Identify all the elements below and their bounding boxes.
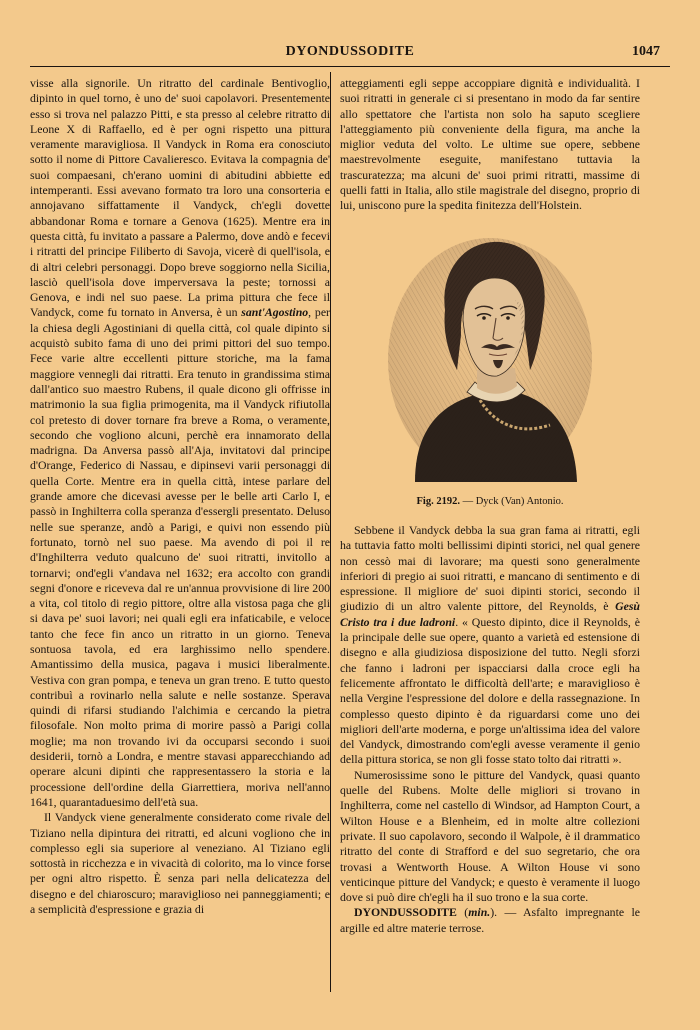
header-rule (30, 66, 670, 67)
left-paragraph-2: Il Vandyck viene generalmente considerato come rivale del Tiziano nella dipintura dei ritratti, ed alcuni vogliono che in complesso egli sia superiore al veneziano. Al Tiziano egli sottostà in ricchezza e in vivacità di colorito, ma lo vince forse per ogni altro rispetto. È senza pari nella delicatezza del disegno e del chiaroscuro; maraviglioso nei panneggiamenti; e a semplicità d'espressione e grazia di (30, 810, 330, 917)
right-text-2b: . « Questo dipinto, dice il Reynolds, è la principale delle sue opere, quanto a varietà ed estensione di disegno e alla giudiziosa disposizione del tutto. Negli sforzi che fanno i ladroni per ispacciarsi dalla croce egli ha felicemente affrontato le difficoltà dell'arte; e maraviglioso è nella Vergine l'espressione del dolore e della rassegnazione. In complesso questo dipinto è da riguardarsi come uno dei migliori dell'arte moderna, e porge un'altissima idea del valore del Vandyck, dimostrando com'egli avesse veramente il genio della pittura storica, se non gli fosse stato tolto dai ritratti ». (340, 614, 640, 767)
figure-caption-text: — Dyck (Van) Antonio. (459, 495, 564, 507)
running-title: DYONDUSSODITE (285, 44, 415, 59)
artwork-title-gesu-cristo: Gesù Cristo tra i due ladroni (340, 599, 640, 629)
left-text-2: , per la chiesa degli Agostiniani di quella città, col quale dipinto si acquistò subito fama di uno dei primi pittori del suo tempo. Fece varie altre eccellenti pitture storiche, ma la fama maggiore vennegli dai ritratti. Era tenuto in grandissima stima dall'antico suo maestro Rubens, il quale dicono gli offrisse in matrimonio la sua figlia primogenita, ma il Vandyck rifiutolla col pretesto di dover tornare fra breve a Roma, o veramente, secondo che vogliono alcuni, perchè era innamorato della madrigna. Da Anversa passò all'Aja, invitatovi dal principe d'Orange, Federico di Nassau, e dipinsevi varii personaggi di quella Corte. Mentre era in quella città, intese parlare del grande amore che dicevasi avesse per le belle arti Carlo I, e passò in Inghilterra colla speranza d'essergli presentato. Deluso nelle sue speranze, andò a Parigi, e quivi non essendo più fortunato, tornò nel suo paese. Ma avendo di poi il re d'Inghilterra veduto qualcuno de' suoi ritratti, invitollo a tornarvi; ond'egli v'andava nel 1632; era accolto con grandi segni d'onore e riceveva dal re un'annua provvisione di lire 200 a vita, col titolo di regio pittore, oltre alla vistosa paga che gli si dava pe' suoi lavori; nei quali egli era infaticabile, e veloce tanto che fece fin anco un ritratto in un giorno. Teneva sontuosa tavola, ed era larghissimo nello spendere. Amantissimo della musica, pagava i musici liberalmente. Vestiva con gran pompa, e teneva un gran treno. E tutto questo contribuì a rovinarlo nella salute e nelle sostanze. Sperava quindi di rifarsi studiando l'alchimia e cercando la pietra filosofale. Non molto prima di morire passò a Parigi colla moglie; ma non trovando ivi da occuparsi secondo i suoi desiderii, tornò a Londra, e mentre stavasi apparecchiando ad operare alcuni dipinti che rappresentassero la storia e la processione dell'ordine della Giarrettiera, moriva nell'anno 1641, quarantaduesimo dell'età sua. (30, 305, 330, 809)
artwork-title-sant-agostino: sant'Agostino (241, 305, 309, 320)
van-dyck-portrait-image (385, 220, 595, 482)
left-column (30, 76, 330, 917)
running-header (30, 44, 670, 66)
dictionary-entry (340, 905, 640, 936)
entry-headword: DYONDUSSODITE (354, 905, 457, 920)
entry-definition: ). — Asfalto impregnante le argille ed altre materie terrose. (340, 905, 640, 935)
entry-category: min. (468, 905, 491, 920)
figure-caption (340, 494, 640, 509)
right-text-2a: Sebbene il Vandyck debba la sua gran fama ai ritratti, egli ha tuttavia fatto molti bellissimi dipinti storici, nel qual genere non cessò mai di lavorare; ma questi sono generalmente inferiori di pregio ai suoi ritratti, e mancano di sentimento e di espressione. Il migliore de' suoi dipinti storici, secondo il giudizio di un altro valente pittore, del Reynolds, è (340, 522, 640, 614)
left-text-1: visse alla signorile. Un ritratto del cardinale Bentivoglio, dipinto in quel torno, è uno de' suoi capolavori. Presentemente esso si trova nel palazzo Pitti, e sta presso al celebre ritratto di Leone X di Raffaello, ed è per ogni rispetto una pittura veramente maravigliosa. Il Vandyck in Roma era conosciuto sotto il nome di Pittore Cavalieresco. Evitava la compagnia de' suoi compaesani, ch'erano uomini di abitudini abbiette ed intemperanti. Essi avevano formato tra loro una consorteria e annojavano siffattamente il Vandyck, ch'egli dovette abbandonar Roma e tornare a Genova (1625). Mentre era in questa città, fu invitato a passare a Palermo, dove andò e fecevi i ritratti del principe Filiberto di Savoja, vicerè di quell'isola, e di altri celebri personaggi. Dopo breve soggiorno nella Sicilia, lasciò quell'isola dove imperversava la peste; tornossi a Genova, e indi nel suo paese. La prima pittura che fece il Vandyck, come fu tornato in Anversa, è un (30, 76, 330, 320)
right-column (340, 76, 640, 936)
page-number: 1047 (632, 44, 660, 59)
right-paragraph-3: Numerosissime sono le pitture del Vandyck, quasi quanto quelle del Rubens. Molte delle migliori si trovano in Inghilterra, come nel castello di Windsor, ad Hampton Court, a Wilton House e a Blenheim, ed in molte altre collezioni private. Il suo capolavoro, secondo il Walpole, è il drammatico ritratto del conte di Strafford e del suo segretario, che ora trovasi a Wentworth House. A Wilton House vi sono venticinque pitture del Vandyck; e questo è veramente il luogo dove si può dire ch'egli ha il suo trono e la sua corte. (340, 767, 640, 905)
entry-paren-open: ( (456, 905, 469, 920)
portrait-figure (340, 220, 640, 490)
right-paragraph-2 (340, 523, 640, 768)
right-paragraph-1: atteggiamenti egli seppe accoppiare dignità e individualità. I suoi ritratti in generale ci si presentano in modo da far sentire allo spettatore che l'artista non solo ha saputo scegliere l'atteggiamento più conveniente della figura, ma anche la miglior veduta del volto. Le ultime sue opere, sebbene maestrevolmente eseguite, manifestano tuttavia la trascuratezza; ma alcuni de' suoi primi ritratti, massime di quelli fatti in Italia, allo stile magistrale del disegno, proprio di lui, uniscono pure la spedita finitezza dell'Holstein. (340, 76, 640, 213)
figure-number: Fig. 2192. (416, 495, 460, 507)
left-paragraph-1 (30, 76, 330, 810)
column-divider (330, 72, 331, 992)
